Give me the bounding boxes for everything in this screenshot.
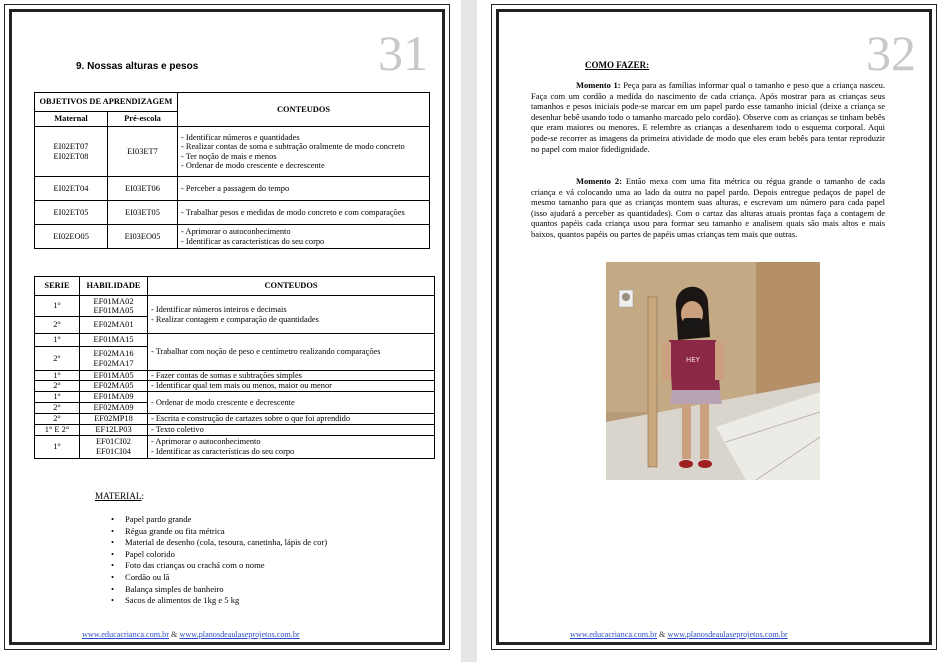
cell-serie: 2° [35, 413, 80, 424]
moment1-paragraph: Momento 1: Peça para as famílias informar qual o tamanho e peso que a criança nasceu. Faça com um cordão a medida do nascimento de cada criança. Após mostrar para as crianças seus tamanhos e pesos iniciais pode-se marcar em um papel pardo esse tamanho inicial (deixe a criança se desenhar bebê usando todo o tamanho marcado pelo cordão). Observe com as crianças se tinham bebês que eram maiores ou menores. E relembre as crianças a desenharem todo o esquema corporal. Aqui pode-se recorrer as imagens da primeira atividade de modo que eles eram bebês para tentar reproduzir no papel com maior fidedignidade. [531, 80, 885, 154]
header-habilidade: HABILIDADE [80, 277, 148, 296]
cell-serie: 2° [35, 381, 80, 391]
header-objetivos: OBJETIVOS DE APRENDIZAGEM [35, 93, 178, 112]
skills-row [35, 391, 435, 402]
cell-maternal: EI02EO05 [35, 225, 108, 249]
cell-habilidade: EF02MA09 [80, 402, 148, 413]
cell-conteudos: - Perceber a passagem do tempo [178, 177, 430, 201]
skills-row [35, 424, 435, 435]
moment2-label: Momento 2: [576, 176, 622, 186]
cell-serie: 1° E 2° [35, 424, 80, 435]
material-item: • Material de desenho (cola, tesoura, canetinha, lápis de cor) [111, 537, 327, 549]
cell-conteudos: - Trabalhar pesos e medidas de modo concreto e com comparações [178, 201, 430, 225]
page-number: 31 [378, 25, 428, 81]
cell-conteudos: - Trabalhar com noção de peso e centímetro realizando comparações [148, 334, 435, 371]
cell-serie: 1° [35, 334, 80, 347]
footer-link-educacrianca[interactable]: www.educacrianca.com.br [570, 630, 657, 639]
cell-serie: 2° [35, 402, 80, 413]
cell-habilidade: EF01MA15 [80, 334, 148, 347]
cell-conteudos: - Aprimorar o autoconhecimento - Identificar as características do seu corpo [148, 435, 435, 458]
material-item: • Foto das crianças ou crachá com o nome [111, 560, 327, 572]
photo-illustration [606, 262, 820, 480]
cell-conteudos: - Escrita e construção de cartazes sobre o que foi aprendido [148, 413, 435, 424]
skills-row [35, 296, 435, 317]
cell-maternal: EI02ET05 [35, 201, 108, 225]
cell-conteudos: - Ordenar de modo crescente e decrescente [148, 391, 435, 413]
cell-conteudos: - Identificar números inteiros e decimais - Realizar contagem e comparação de quantidades [148, 296, 435, 334]
cell-preescola: EI03ET06 [108, 177, 178, 201]
cell-conteudos: - Identificar números e quantidades - Realizar contas de soma e subtração oralmente de modo concreto - Ter noção de mais e menos - Ordenar de modo crescente e decrescente [178, 127, 430, 177]
header-conteudos: CONTEUDOS [178, 93, 430, 127]
objectives-row [35, 177, 430, 201]
cell-conteudos: - Texto coletivo [148, 424, 435, 435]
header-serie: SERIE [35, 277, 80, 296]
header-conteudos-2: CONTEUDOS [148, 277, 435, 296]
skills-row [35, 371, 435, 381]
cell-habilidade: EF02MP18 [80, 413, 148, 424]
moment2-paragraph: Momento 2: Então mexa com uma fita métrica ou régua grande o tamanho de cada criança e vá colocando uma ao lado da outra no papel pardo. Depois entregue pedaços de papel de mesmo tamanho para que as crianças montem suas alturas, e escrevam um número para cada papel (isso ajudará a perceber as quantidades). Com o cartaz das alturas atuais prontas faça a contagem de quantos papéis cada criança usou para formar seu tamanho e analisem quais são mais altos e mais baixos, quantos papéis ou partes de papéis umas crianças tem mais que outras. [531, 176, 885, 239]
footer: www.educacrianca.com.br & www.planosdeaulaseprojetos.com.br [82, 630, 300, 639]
objectives-row [35, 127, 430, 177]
skills-table [34, 276, 435, 459]
left-page [0, 0, 461, 662]
objectives-row [35, 225, 430, 249]
objectives-row [35, 201, 430, 225]
footer-link-planos[interactable]: www.planosdeaulaseprojetos.com.br [667, 630, 788, 639]
cell-serie: 1° [35, 391, 80, 402]
right-page [477, 0, 951, 662]
photo-child-measuring-height [606, 262, 820, 480]
footer-link-planos[interactable]: www.planosdeaulaseprojetos.com.br [179, 630, 300, 639]
cell-serie: 2° [35, 317, 80, 334]
cell-habilidade: EF12LP03 [80, 424, 148, 435]
cell-preescola: EI03EO05 [108, 225, 178, 249]
material-heading: MATERIAL: [95, 491, 145, 501]
header-maternal: Maternal [35, 112, 108, 127]
material-item: • Sacos de alimentos de 1kg e 5 kg [111, 595, 327, 607]
objectives-table [34, 92, 430, 249]
skills-row [35, 413, 435, 424]
cell-maternal: EI02ET04 [35, 177, 108, 201]
footer: www.educacrianca.com.br & www.planosdeaulaseprojetos.com.br [570, 630, 788, 639]
cell-habilidade: EF01MA09 [80, 391, 148, 402]
page-number: 32 [866, 25, 916, 81]
cell-conteudos: - Fazer contas de somas e subtrações simples [148, 371, 435, 381]
footer-link-educacrianca[interactable]: www.educacrianca.com.br [82, 630, 169, 639]
skills-row [35, 381, 435, 391]
skills-row [35, 334, 435, 347]
activity-title: 9. Nossas alturas e pesos [76, 61, 199, 72]
cell-habilidade: EF01CI02 EF01CI04 [80, 435, 148, 458]
cell-serie: 1° [35, 296, 80, 317]
cell-serie: 1° [35, 371, 80, 381]
material-item: • Régua grande ou fita métrica [111, 526, 327, 538]
how-to-heading: COMO FAZER: [585, 60, 650, 70]
cell-habilidade: EF01MA05 [80, 371, 148, 381]
cell-maternal: EI02ET07 EI02ET08 [35, 127, 108, 177]
material-item: • Papel pardo grande [111, 514, 327, 526]
moment1-label: Momento 1: [576, 80, 621, 90]
material-list [111, 514, 327, 607]
cell-conteudos: - Identificar qual tem mais ou menos, maior ou menor [148, 381, 435, 391]
cell-preescola: EI03ET7 [108, 127, 178, 177]
cell-habilidade: EF02MA01 [80, 317, 148, 334]
material-item: • Papel colorido [111, 549, 327, 561]
skills-row [35, 435, 435, 458]
cell-serie: 1° [35, 435, 80, 458]
cell-preescola: EI03ET05 [108, 201, 178, 225]
shirt-lettering: HEY [686, 356, 700, 364]
cell-serie: 2° [35, 347, 80, 371]
material-item: • Cordão ou lã [111, 572, 327, 584]
cell-conteudos: - Aprimorar o autoconhecimento - Identificar as características do seu corpo [178, 225, 430, 249]
cell-habilidade: EF01MA02 EF01MA05 [80, 296, 148, 317]
cell-habilidade: EF02MA05 [80, 381, 148, 391]
material-item: • Balança simples de banheiro [111, 584, 327, 596]
header-preescola: Pré-escola [108, 112, 178, 127]
cell-habilidade: EF02MA16 EF02MA17 [80, 347, 148, 371]
